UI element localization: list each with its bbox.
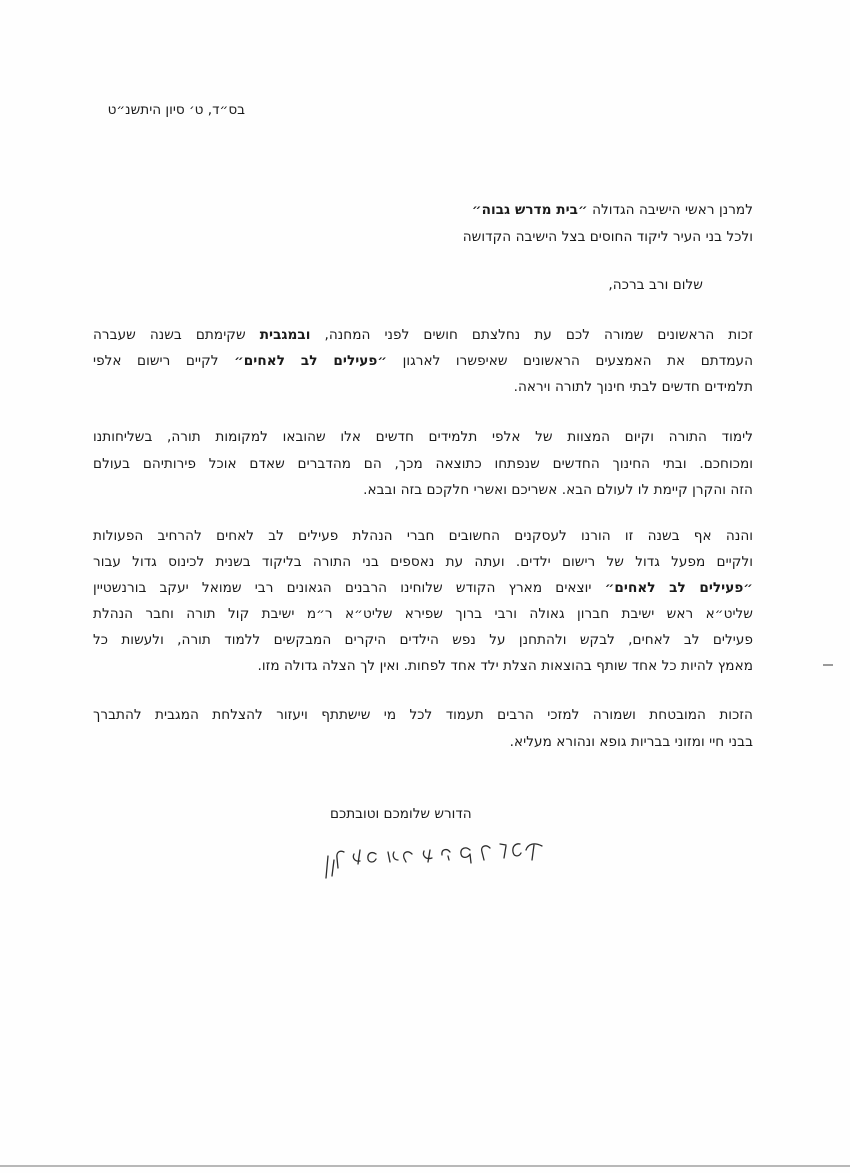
addressee-line-1 bbox=[93, 201, 753, 219]
paragraph-3-line-6: מאמץ להיות כל אחד שותף בהוצאות הצלת ילד אחד לפחות. ואין לך הצלה גדולה מזו. bbox=[257, 658, 753, 674]
paragraph-1-line-3: תלמידים חדשים לבתי חינוך לתורה ויראה. bbox=[513, 379, 753, 395]
paragraph-3-line-3 bbox=[93, 579, 753, 597]
greeting: שלום ורב ברכה, bbox=[608, 277, 703, 293]
p1-line1-text: זכות הראשונים שמורה לכם עת נחלצתם חושים לפני המחנה, bbox=[310, 327, 754, 343]
paragraph-4-line-1: הזכות המובטחת ושמורה למזכי הרבים תעמוד לכל מי שישתתף ויעזור להצלחת המגבית להתברך bbox=[93, 707, 753, 723]
scan-artifact-mark bbox=[823, 664, 833, 666]
p1-line2-text: העמדתם את האמצעים הראשונים שאיפשרו לארגון bbox=[387, 353, 753, 369]
paragraph-1-line-2 bbox=[93, 352, 753, 370]
signature-scribble bbox=[320, 830, 550, 890]
organization-name: ״פעילים לב לאחים״ bbox=[234, 353, 388, 369]
p1-line1-bold: ובמגבית bbox=[259, 327, 311, 343]
paragraph-2-line-3: הזה והקרן קיימת לו לעולם הבא. אשריכם ואשרי חלקכם בזה ובבא. bbox=[363, 482, 753, 498]
paragraph-3-line-5: פעילים לב לאחים, לבקש ולהתחנן על נפש הילדים היקרים המבקשים ללמוד תורה, ולעשות כל bbox=[93, 632, 753, 648]
closing-line: הדורש שלומכם וטובתכם bbox=[330, 806, 472, 822]
scan-bottom-edge bbox=[0, 1165, 850, 1167]
paragraph-3-line-4: שליט״א ראש ישיבת חברון גאולה ורבי ברוך שפירא שליט״א ר״מ ישיבת קול תורה וחבר הנהלת bbox=[93, 606, 753, 622]
paragraph-1-line-1 bbox=[93, 326, 753, 344]
p1-line2-text-2: לקיים רישום אלפי bbox=[93, 353, 235, 369]
paragraph-2-line-2: ומכוחכם. ובתי החינוך החדשים שנפתחו כתוצאה מכך, הם מהדברים שאדם אוכל פירותיהם בעולם bbox=[93, 456, 753, 472]
letter-date: בס״ד, ט׳ סיון היתשנ״ט bbox=[107, 102, 245, 118]
p3-line3-text: יוצאים מארץ הקודש שלוחינו הרבנים הגאונים רבי שמואל יעקב בורנשטיין bbox=[93, 580, 605, 596]
addressee-line-2: ולכל בני העיר ליקוד החוסים בצל הישיבה הקדושה bbox=[462, 229, 753, 245]
organization-name-2: ״פעילים לב לאחים״ bbox=[604, 580, 754, 596]
p1-line1-text-2: שקימתם בשנה שעברה bbox=[93, 327, 260, 343]
handwritten-signature bbox=[320, 830, 550, 890]
paragraph-3-line-1: והנה אף בשנה זו הורנו לעסקנים החשובים חברי הנהלת פעילים לב לאחים להרחיב הפעולות bbox=[93, 528, 753, 544]
yeshiva-name: ״בית מדרש גבוה״ bbox=[471, 202, 588, 218]
paragraph-4-line-2: בבני חיי ומזוני בבריות גופא ונהורא מעליא. bbox=[509, 734, 753, 750]
addressee-prefix: למרנן ראשי הישיבה הגדולה bbox=[587, 202, 753, 218]
paragraph-2-line-1: לימוד התורה וקיום המצוות של אלפי תלמידים חדשים אלו שהובאו למקומות תורה, בשליחותנו bbox=[93, 429, 753, 445]
paragraph-3-line-2: ולקיים מפעל גדול של רישום ילדים. ועתה עת נאספים בני התורה בליקוד בשנית לכינוס גדול עבור bbox=[93, 554, 753, 570]
